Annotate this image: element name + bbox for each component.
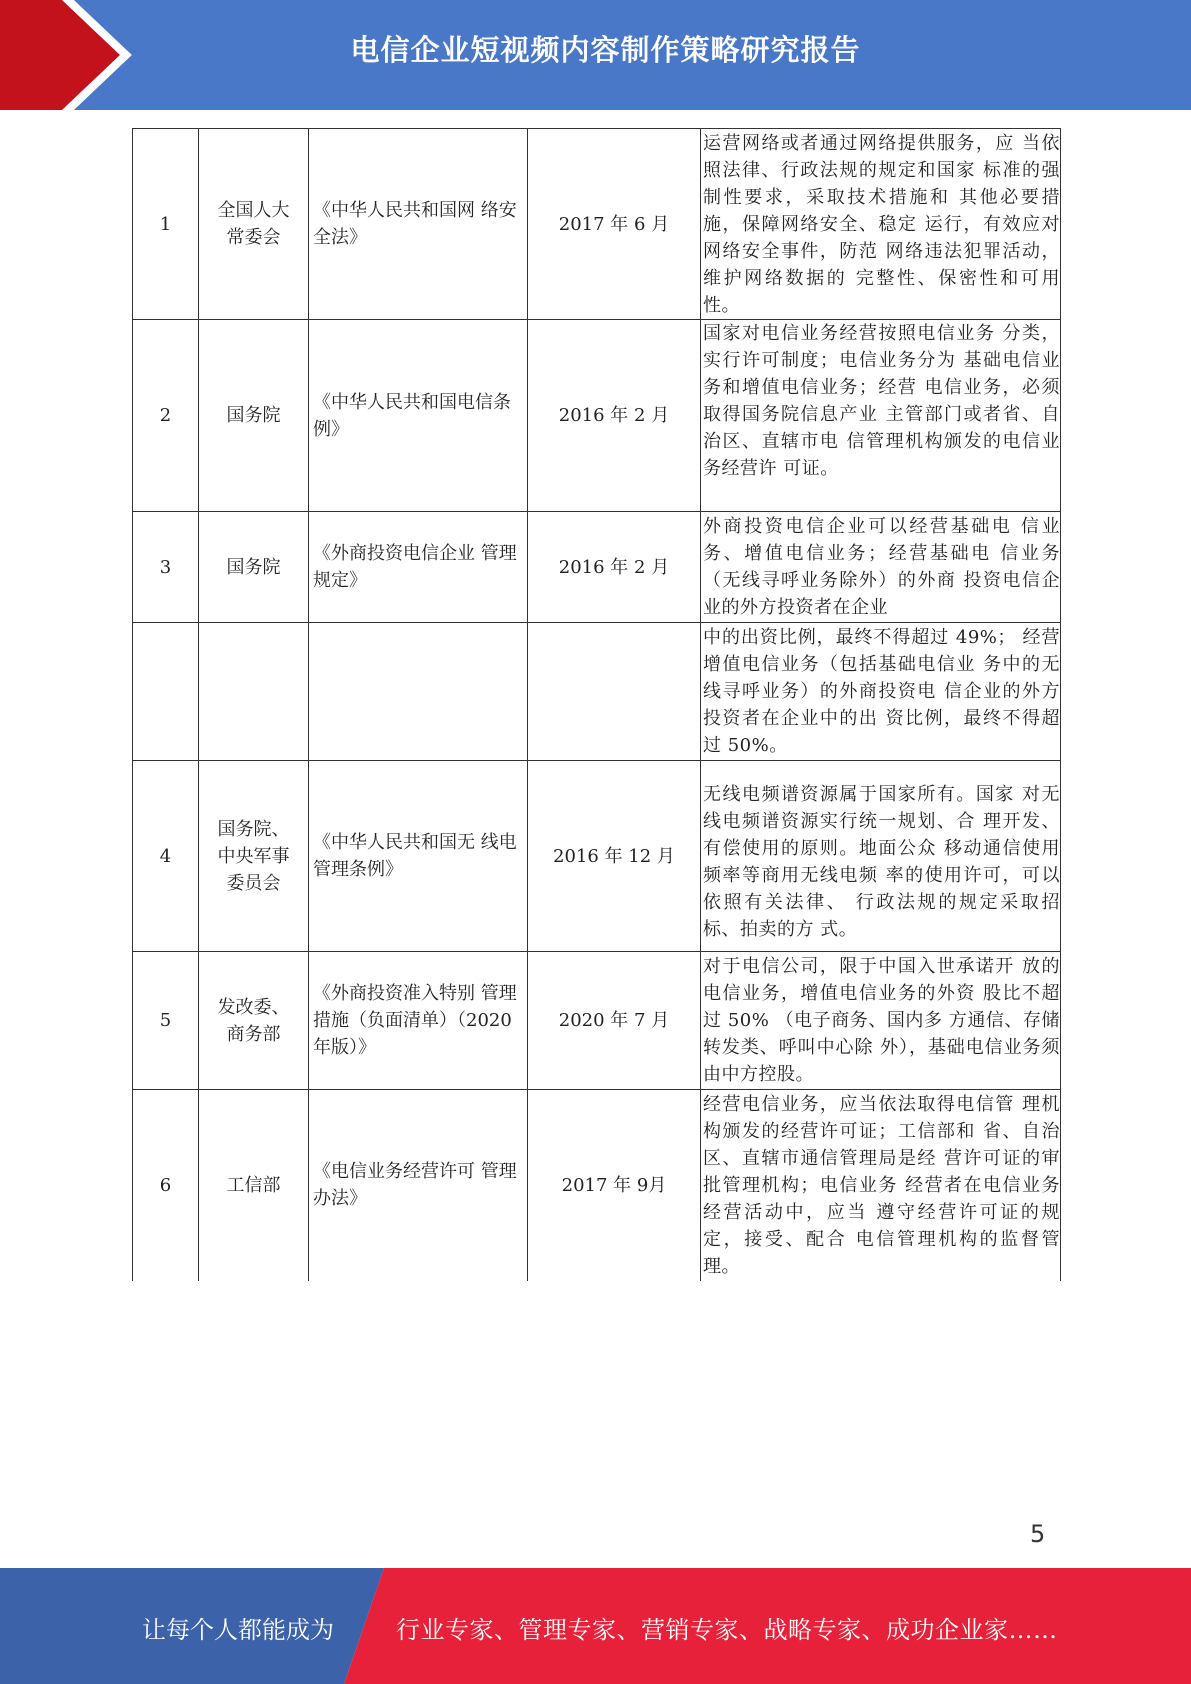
regulation-name bbox=[309, 623, 528, 761]
effective-date: 2020 年 7 月 bbox=[528, 952, 701, 1090]
issuing-authority bbox=[199, 623, 309, 761]
regulation-name: 《中华人民共和国电信条例》 bbox=[309, 320, 528, 512]
summary-text: 经营电信业务，应当依法取得电信管 理机构颁发的经营许可证；工信部和 省、自治区、直辖市通信管理局是经 营许可证的审批管理机构；电信业务 经营者在电信业务经营活动中，应当 遵守经营许可证的规定，接受、配合 电信管理机构的监督管理。 bbox=[703, 1093, 1060, 1277]
summary-text: 对于电信公司，限于中国入世承诺开 放的电信业务，增值电信业务的外资 股比不超过 50% （电子商务、国内多 方通信、存储转发类、呼叫中心除 外），基础电信业务须由中方控股。 bbox=[703, 956, 1060, 1085]
table-row bbox=[133, 623, 1061, 761]
row-number: 1 bbox=[133, 129, 199, 320]
regulation-summary bbox=[701, 623, 1061, 761]
issuing-authority: 国务院、中央军事委员会 bbox=[199, 761, 309, 952]
issuing-authority: 工信部 bbox=[199, 1090, 309, 1281]
row-number: 6 bbox=[133, 1090, 199, 1281]
regulation-summary bbox=[701, 512, 1061, 623]
issuing-authority: 全国人大常委会 bbox=[199, 129, 309, 320]
table-row bbox=[133, 512, 1061, 623]
header-title: 电信企业短视频内容制作策略研究报告 bbox=[350, 33, 861, 67]
effective-date: 2016 年 2 月 bbox=[528, 320, 701, 512]
regulation-summary bbox=[701, 1090, 1061, 1281]
row-number: 2 bbox=[133, 320, 199, 512]
page-header bbox=[0, 0, 1191, 110]
summary-text: 中的出资比例，最终不得超过 49%； 经营增值电信业务（包括基础电信业 务中的无线寻呼业务）的外商投资电 信企业的外方投资者在企业中的出 资比例，最终不得超过 50%。 bbox=[703, 627, 1060, 756]
effective-date: 2016 年 12 月 bbox=[528, 761, 701, 952]
effective-date bbox=[528, 623, 701, 761]
effective-date: 2016 年 2 月 bbox=[528, 512, 701, 623]
regulation-name: 《外商投资准入特别 管理措施（负面清单）（2020 年版）》 bbox=[309, 952, 528, 1090]
regulation-name: 《外商投资电信企业 管理规定》 bbox=[309, 512, 528, 623]
issuing-authority: 国务院 bbox=[199, 512, 309, 623]
effective-date: 2017 年 9月 bbox=[528, 1090, 701, 1281]
page-footer bbox=[0, 1568, 1191, 1684]
regulations-table bbox=[132, 128, 1061, 1281]
row-number bbox=[133, 623, 199, 761]
table-row bbox=[133, 320, 1061, 512]
summary-text: 外商投资电信企业可以经营基础电 信业务、增值电信业务；经营基础电 信业务（无线寻呼业务除外）的外商 投资电信企业的外方投资者在企业 bbox=[703, 516, 1060, 618]
regulation-name: 《中华人民共和国网 络安全法》 bbox=[309, 129, 528, 320]
row-number: 3 bbox=[133, 512, 199, 623]
summary-text: 运营网络或者通过网络提供服务，应 当依照法律、行政法规的规定和国家 标准的强制性要求，采取技术措施和 其他必要措施，保障网络安全、稳定 运行，有效应对网络安全事件，防范 网络违法犯罪活动，维护网络数据的 完整性、保密性和可用性。 bbox=[703, 132, 1060, 316]
summary-text: 国家对电信业务经营按照电信业务 分类，实行许可制度；电信业务分为 基础电信业务和增值电信业务；经营 电信业务，必须取得国务院信息产业 主管部门或者省、自治区、直辖市电 信管理机构颁发的电信业务经营许 可证。 bbox=[703, 323, 1060, 479]
footer-slogan-right: 行业专家、管理专家、营销专家、战略专家、成功企业家…… bbox=[396, 1616, 1058, 1644]
summary-text: 无线电频谱资源属于国家所有。国家 对无线电频谱资源实行统一规划、合 理开发、有偿使用的原则。地面公众 移动通信使用频率等商用无线电频 率的使用许可，可以依照有关法律、 行政法规的规定采取招标、拍卖的方 式。 bbox=[703, 784, 1060, 940]
row-number: 4 bbox=[133, 761, 199, 952]
regulation-name: 《电信业务经营许可 管理办法》 bbox=[309, 1090, 528, 1281]
table-row bbox=[133, 761, 1061, 952]
issuing-authority: 发改委、商务部 bbox=[199, 952, 309, 1090]
page-number: 5 bbox=[1030, 1520, 1046, 1548]
regulation-summary bbox=[701, 320, 1061, 512]
issuing-authority: 国务院 bbox=[199, 320, 309, 512]
table-row bbox=[133, 952, 1061, 1090]
regulation-name: 《中华人民共和国无 线电管理条例》 bbox=[309, 761, 528, 952]
footer-slogan-left: 让每个人都能成为 bbox=[142, 1616, 334, 1644]
regulation-summary bbox=[701, 952, 1061, 1090]
effective-date: 2017 年 6 月 bbox=[528, 129, 701, 320]
table-row bbox=[133, 129, 1061, 320]
row-number: 5 bbox=[133, 952, 199, 1090]
table-row bbox=[133, 1090, 1061, 1281]
regulation-summary bbox=[701, 129, 1061, 320]
regulation-summary bbox=[701, 761, 1061, 952]
